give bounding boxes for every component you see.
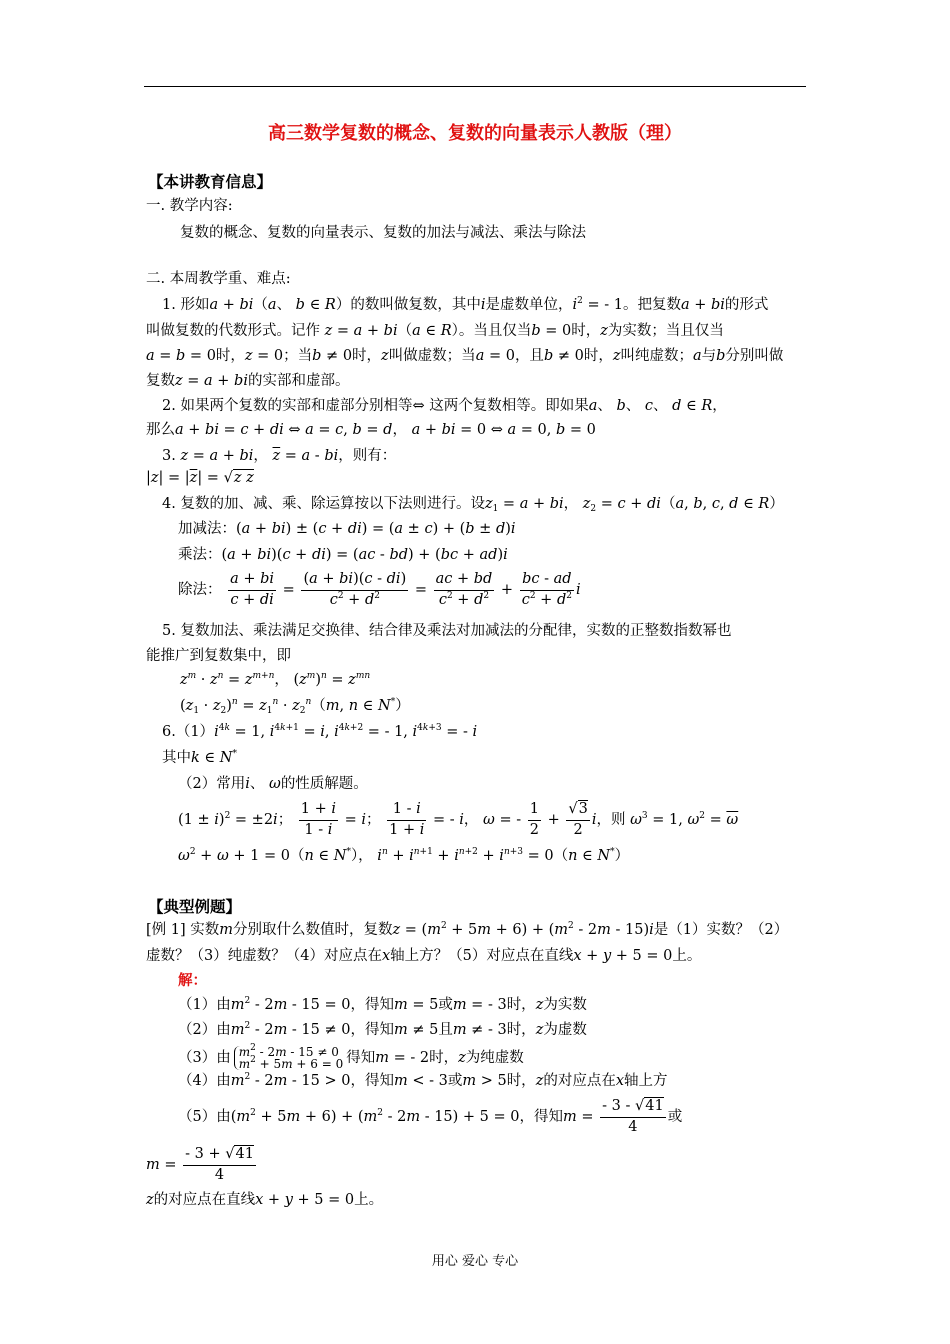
- solution-step1: （1）由$m^2 - 2m - 15 = 0$，得知m = 5或m = - 3时，z为实数: [178, 996, 587, 1013]
- example1-line1: [例 1] 实数m分别取什么数值时，复数$z = (m^2 + 5m + 6) + (m^2 - 2m - 15)i$是（1）实数？（2）: [146, 921, 789, 938]
- item4-add: 加减法：(a + bi) ± (c + di) = (a ± c) + (b ± d)i: [178, 521, 516, 537]
- teaching-content-body: 复数的概念、复数的向量表示、复数的加法与减法、乘法与除法: [180, 225, 586, 241]
- item6-line2: 其中k ∈ N*: [162, 749, 237, 766]
- item2-line1: 2. 如果两个复数的实部和虚部分别相等⇔ 这两个复数相等。即如果a、 b、 c、 d ∈ R，: [162, 398, 727, 414]
- solution-step3: （3）由 $m^2 - 2m - 15 \ne 0$ $m^2 + 5m + 6 = 0$ 得知m = - 2时，z为纯虚数: [178, 1043, 524, 1071]
- item6-line4: $(1 \pm i)^2 = \pm 2i$； $\frac{1 + i}{1 - i}$ = i； $\frac{1 - i}{1 + i}$ = - i， ω = - $\frac{1}{2}$ + $\frac{√3}{2}$ i，则 $\omega^3 = 1$, $\omega^2 = \overline{\omega}$: [178, 801, 739, 838]
- page-footer: 用心 爱心 专心: [431, 1254, 519, 1269]
- solution-step4: （4）由$m^2 - 2m - 15 > 0$，得知m < - 3或m > 5时，z的对应点在x轴上方: [178, 1072, 668, 1089]
- header-rule: [144, 86, 806, 87]
- item5-line2: 能推广到复数集中，即: [146, 648, 291, 664]
- item6-line5: $\omega^2 + \omega + 1 = 0(n$ ∈ N*）， $i^n + i^{n+1} + i^{n+2} + i^{n+3} = 0(n$ ∈ N*）: [178, 847, 630, 864]
- teaching-content-label: 一. 教学内容:: [146, 198, 233, 214]
- solution-step5-cont: m = $\frac{- 3 + √41}{4}$: [146, 1146, 254, 1183]
- key-points-label: 二. 本周教学重、难点:: [146, 271, 291, 287]
- solution-step2: （2）由$m^2 - 2m - 15 \ne 0$，得知m ≠ 5且m ≠ - 3时，z为虚数: [178, 1021, 587, 1038]
- example1-line2: 虚数？（3）纯虚数？（4）对应点在x轴上方？（5）对应点在直线x + y + 5 = 0上。: [146, 948, 702, 964]
- item5-line1: 5. 复数加法、乘法满足交换律、结合律及乘法对加减法的分配律，实数的正整数指数幂也: [162, 623, 732, 639]
- page-title: 高三数学复数的概念、复数的向量表示人教版（理）: [268, 123, 682, 144]
- item5-formula1: $z^m \cdot z^n = z^{m+n}$， $(z^m)^n = z^{mn}$: [180, 671, 371, 688]
- item2-line2: 那么a + bi = c + di ⇔ a = c, b = d， a + bi = 0 ⇔ a = 0, b = 0: [146, 422, 596, 438]
- solution-label: 解：: [178, 973, 207, 989]
- item5-formula2: $(z_1 \cdot z_2)^n = z_1^n \cdot z_2^n(m$, n ∈ N*）: [180, 697, 410, 716]
- solution-step5: （5）由$(m^2 + 5m + 6) + (m^2 - 2m - 15) + 5 = 0$，得知m = $\frac{- 3 - √41}{4}$ 或: [178, 1098, 683, 1135]
- item4-line1: 4. 复数的加、减、乘、除运算按以下法则进行。设$z_1 = a$ + bi， $z_2 = c + di(a$, b, c, d ∈ R）: [162, 496, 784, 514]
- section-heading-examples: 【典型例题】: [148, 898, 242, 916]
- item6-line1: $6.(1)i^{4k} = 1$, $i^{4k+1} = i$, $i^{4k+2}$ = - 1, $i^{4k+3}$ = - i: [162, 723, 478, 740]
- item3-line1: 3. z = a + bi， $\overline{z} = a$ - bi，则有：: [162, 448, 397, 464]
- item1-line3: a = b = 0时，z = 0；当b ≠ 0时，z叫做虚数；当a = 0，且b ≠ 0时，z叫纯虚数；a与b分别叫做: [146, 348, 784, 364]
- item4-div: 除法： $\frac{a + bi}{c + di}$ = $\frac{(a + bi)(c - di)}{c^2 + d^2}$ = $\frac{ac + bd}{c^2 + d^2}$ + $\frac{bc - ad}{c^2 + d^2}$ i: [178, 571, 581, 608]
- item1-line4: 复数z = a + bi的实部和虚部。: [146, 373, 350, 389]
- item3-line2: $|z| = |\overline{z}| = √z$ $\overline{z}$: [146, 470, 254, 486]
- section-heading-info: 【本讲教育信息】: [148, 173, 273, 191]
- item6-line3: （2）常用i、 ω的性质解题。: [178, 776, 368, 792]
- solution-last: z的对应点在直线x + y + 5 = 0上。: [146, 1192, 384, 1208]
- item1-line2: 叫做复数的代数形式。记作 z = a + bi（a ∈ R）。当且仅当b = 0时，z为实数；当且仅当: [146, 323, 724, 339]
- item1-line1: 1. 形如a + bi（a、 b ∈ R）的数叫做复数，其中i是虚数单位，$i^2$ = - 1。把复数a + bi的形式: [162, 296, 769, 313]
- item4-mul: 乘法：(a + bi)(c + di) = (ac - bd) + (bc + ad)i: [178, 547, 508, 563]
